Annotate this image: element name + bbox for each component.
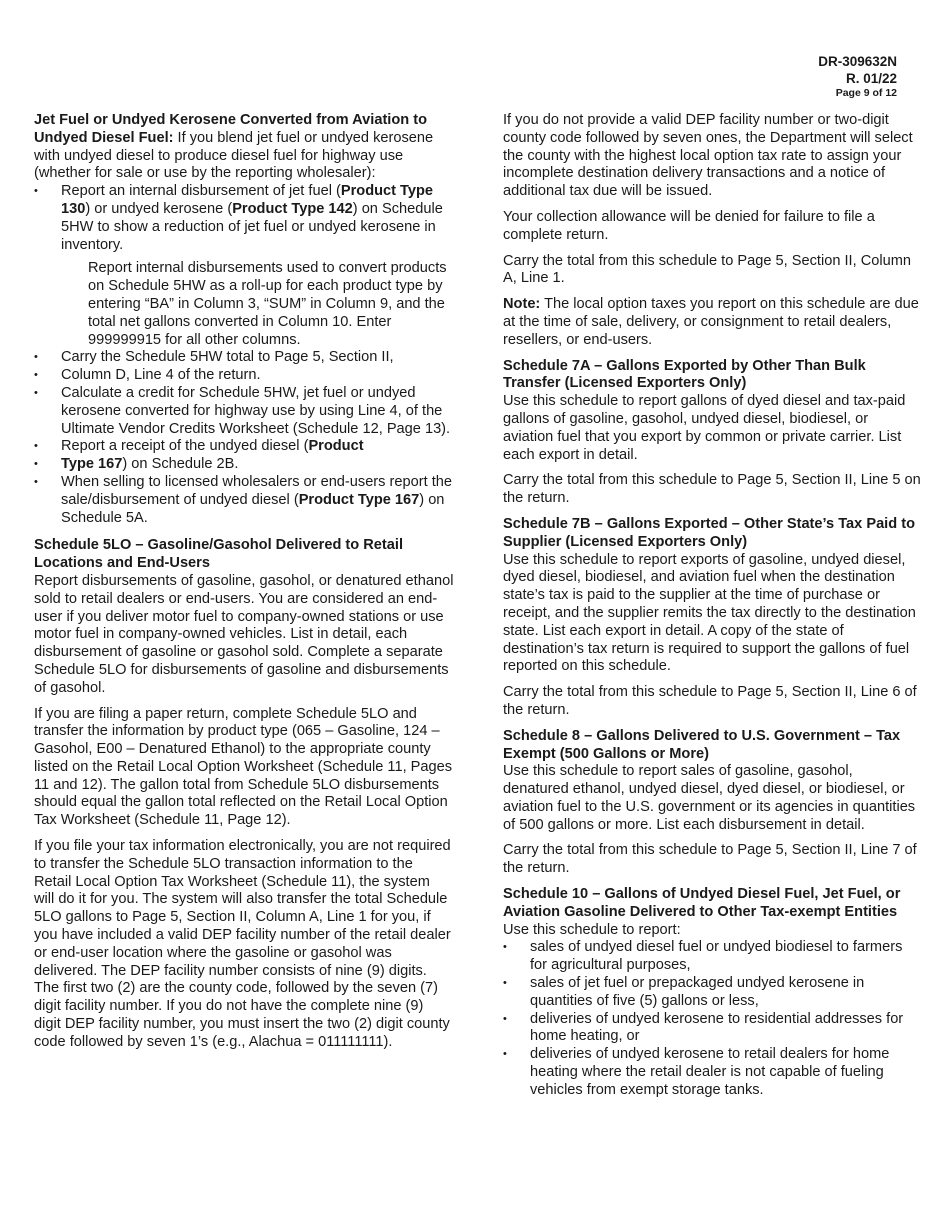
schedule-10-intro: Use this schedule to report: — [503, 921, 681, 938]
schedule-5lo-paragraph-3: If you file your tax information electronically, you are not required to transfer the Schedule 5LO transaction information to the Retail Local Option Tax Worksheet (Schedule 11), the system will do it for you. The system will also transfer the total Schedule 5LO gallons to Page 5, Section II, Column A, Line 1 for you, if you have included a valid DEP facility number of the retail dealer or end-user location where the gasoline or gasohol was delivered. The DEP facility number consists of nine (9) digits. The first two (2) are the county code, followed by the seven (7) digit facility number. If you do not have the complete nine (9) digit DEP facility number, you must insert the two (2) digit county code followed by seven 1’s (e.g., Alachua = 011111111). — [34, 838, 451, 1050]
bullet-text: ) on Schedule 2B. — [122, 456, 239, 473]
list-item: • sales of undyed diesel fuel or undyed biodiesel to farmers for agricultural purposes, — [503, 939, 921, 975]
bullet-text: ) or undyed kerosene ( — [85, 200, 233, 217]
form-number: DR-309632N — [818, 54, 897, 69]
form-revision: R. 01/22 — [845, 71, 897, 86]
schedule-5lo-paragraph-1: Report disbursements of gasoline, gasohol, or denatured ethanol sold to retail dealers or end-users. You are considered an end-user if you deliver motor fuel to company-owned stations or use motor fuel in company-owned vehicles. List in detail, each disbursement of gasoline or gasohol sold. Complete a separate Schedule 5LO for disbursements of gasoline and disbursements of gasohol. — [34, 572, 454, 696]
note-paragraph — [503, 296, 921, 349]
list-item — [34, 456, 454, 474]
list-item — [34, 438, 454, 456]
left-column — [34, 112, 454, 1060]
schedule-7b-heading: Schedule 7B – Gallons Exported – Other State’s Tax Paid to Supplier (Licensed Exporters Only) — [503, 515, 915, 550]
product-type-167: Product Type 167 — [298, 491, 420, 508]
page-number: Page 9 of 12 — [835, 87, 897, 99]
bullet-text: When selling to licensed wholesalers or end-users report the sale/disbursement of undyed diesel ( — [61, 473, 452, 508]
bullet-text: ) on Schedule 5A. — [61, 491, 445, 526]
collection-allowance-paragraph: Your collection allowance will be denied for failure to file a complete return. — [503, 208, 875, 243]
schedule-8-heading: Schedule 8 – Gallons Delivered to U.S. Government – Tax Exempt (500 Gallons or More) — [503, 727, 901, 762]
schedule-8-paragraph-2: Carry the total from this schedule to Page 5, Section II, Line 7 of the return. — [503, 842, 917, 877]
jet-fuel-bullets — [34, 183, 454, 527]
schedule-7a-paragraph-1: Use this schedule to report gallons of dyed diesel and tax-paid gallons of gasoline, gasohol, undyed diesel, biodiesel, or aviation fuel that you export by common or private carrier. List each export in detail. — [503, 393, 906, 463]
schedule-7a-heading: Schedule 7A – Gallons Exported by Other Than Bulk Transfer (Licensed Exporters Only) — [503, 357, 866, 392]
right-column — [503, 112, 921, 1108]
list-item: • Carry the Schedule 5HW total to Page 5, Section II, — [34, 349, 454, 367]
list-item — [34, 474, 454, 527]
jet-fuel-heading: Jet Fuel or Undyed Kerosene Converted from Aviation to Undyed Diesel Fuel: — [34, 112, 428, 146]
list-item: • Calculate a credit for Schedule 5HW, jet fuel or undyed kerosene converted for highway use by using Line 4, of the Ultimate Vendor Credits Worksheet (Schedule 12, Page 13). — [34, 385, 454, 438]
product-type-130: Product Type 130 — [61, 183, 434, 217]
list-item: • deliveries of undyed kerosene to residential addresses for home heating, or — [503, 1011, 921, 1047]
note-label: Note: — [503, 296, 541, 313]
carry-total-paragraph: Carry the total from this schedule to Page 5, Section II, Column A, Line 1. — [503, 252, 912, 287]
schedule-5lo-heading: Schedule 5LO – Gasoline/Gasohol Delivered to Retail Locations and End-Users — [34, 537, 404, 572]
form-header — [818, 53, 897, 100]
schedule-10-bullets — [503, 939, 921, 1099]
schedule-7b-paragraph-2: Carry the total from this schedule to Page 5, Section II, Line 6 of the return. — [503, 684, 917, 718]
schedule-5lo-paragraph-2: If you are filing a paper return, complete Schedule 5LO and transfer the information by product type (065 – Gasoline, 124 – Gasohol, E00 – Denatured Ethanol) to the appropriate county listed on the Retail Local Option Worksheet (Schedule 11, Pages 11 and 12). The gallon total from Schedule 5LO disbursements should equal the gallon total reflected on the Retail Local Option Tax Worksheet (Schedule 11, Page 12). — [34, 705, 453, 829]
schedule-7a-paragraph-2: Carry the total from this schedule to Page 5, Section II, Line 5 on the return. — [503, 472, 921, 507]
list-item: • Column D, Line 4 of the return. — [34, 367, 454, 385]
bullet-text: Report an internal disbursement of jet fuel ( — [61, 183, 341, 200]
bullet-text: Report a receipt of the undyed diesel ( — [61, 438, 309, 455]
list-item: • sales of jet fuel or prepackaged undyed kerosene in quantities of five (5) gallons or less, — [503, 975, 921, 1011]
product-type-167: Type 167 — [61, 456, 123, 473]
product-type-142: Product Type 142 — [232, 200, 353, 217]
schedule-8-paragraph-1: Use this schedule to report sales of gasoline, gasohol, denatured ethanol, undyed diesel, dyed diesel, or biodiesel, or aviation fuel to the U.S. government or its agencies in quantities of 500 gallons or more. List each disbursement in detail. — [503, 763, 916, 833]
list-item: • deliveries of undyed kerosene to retail dealers for home heating where the retail dealer is not capable of fueling vehicles from exempt storage tanks. — [503, 1046, 921, 1099]
jet-fuel-intro — [34, 112, 454, 183]
list-item — [34, 183, 454, 349]
jet-fuel-intro-text: If you blend jet fuel or undyed kerosene with undyed diesel to produce diesel fuel for highway use (whether for sale or use by the reporting wholesaler): — [34, 129, 434, 182]
dep-facility-paragraph: If you do not provide a valid DEP facility number or two-digit county code followed by seven ones, the Department will select the county with the highest local option tax rate to assign your incomplete destination delivery transactions and a notice of additional tax due will be issued. — [503, 112, 913, 200]
roll-up-instructions: Report internal disbursements used to convert products on Schedule 5HW as a roll-up for each product type by entering “BA” in Column 3, “SUM” in Column 9, and the total net gallons converted in Column 10. Enter 999999915 for all other columns. — [88, 260, 447, 348]
schedule-10-heading: Schedule 10 – Gallons of Undyed Diesel Fuel, Jet Fuel, or Aviation Gasoline Delivered to Other Tax-exempt Entities — [503, 886, 901, 920]
note-text: The local option taxes you report on this schedule are due at the time of sale, delivery, or consignment to retail dealers, resellers, or end-users. — [503, 296, 919, 348]
bullet-text: ) on Schedule 5HW to show a reduction of jet fuel or undyed kerosene in inventory. — [61, 200, 443, 253]
bullet-bold: Product — [308, 438, 364, 455]
schedule-7b-paragraph-1: Use this schedule to report exports of gasoline, undyed diesel, dyed diesel, biodiesel, and aviation fuel when the destination state’s tax is paid to the supplier at the time of purchase or receipt, and the supplier remits the tax directly to the destination state. List each export in detail. A copy of the state of destination’s tax return is required to support the gallons of fuel reported on this schedule. — [503, 551, 916, 675]
